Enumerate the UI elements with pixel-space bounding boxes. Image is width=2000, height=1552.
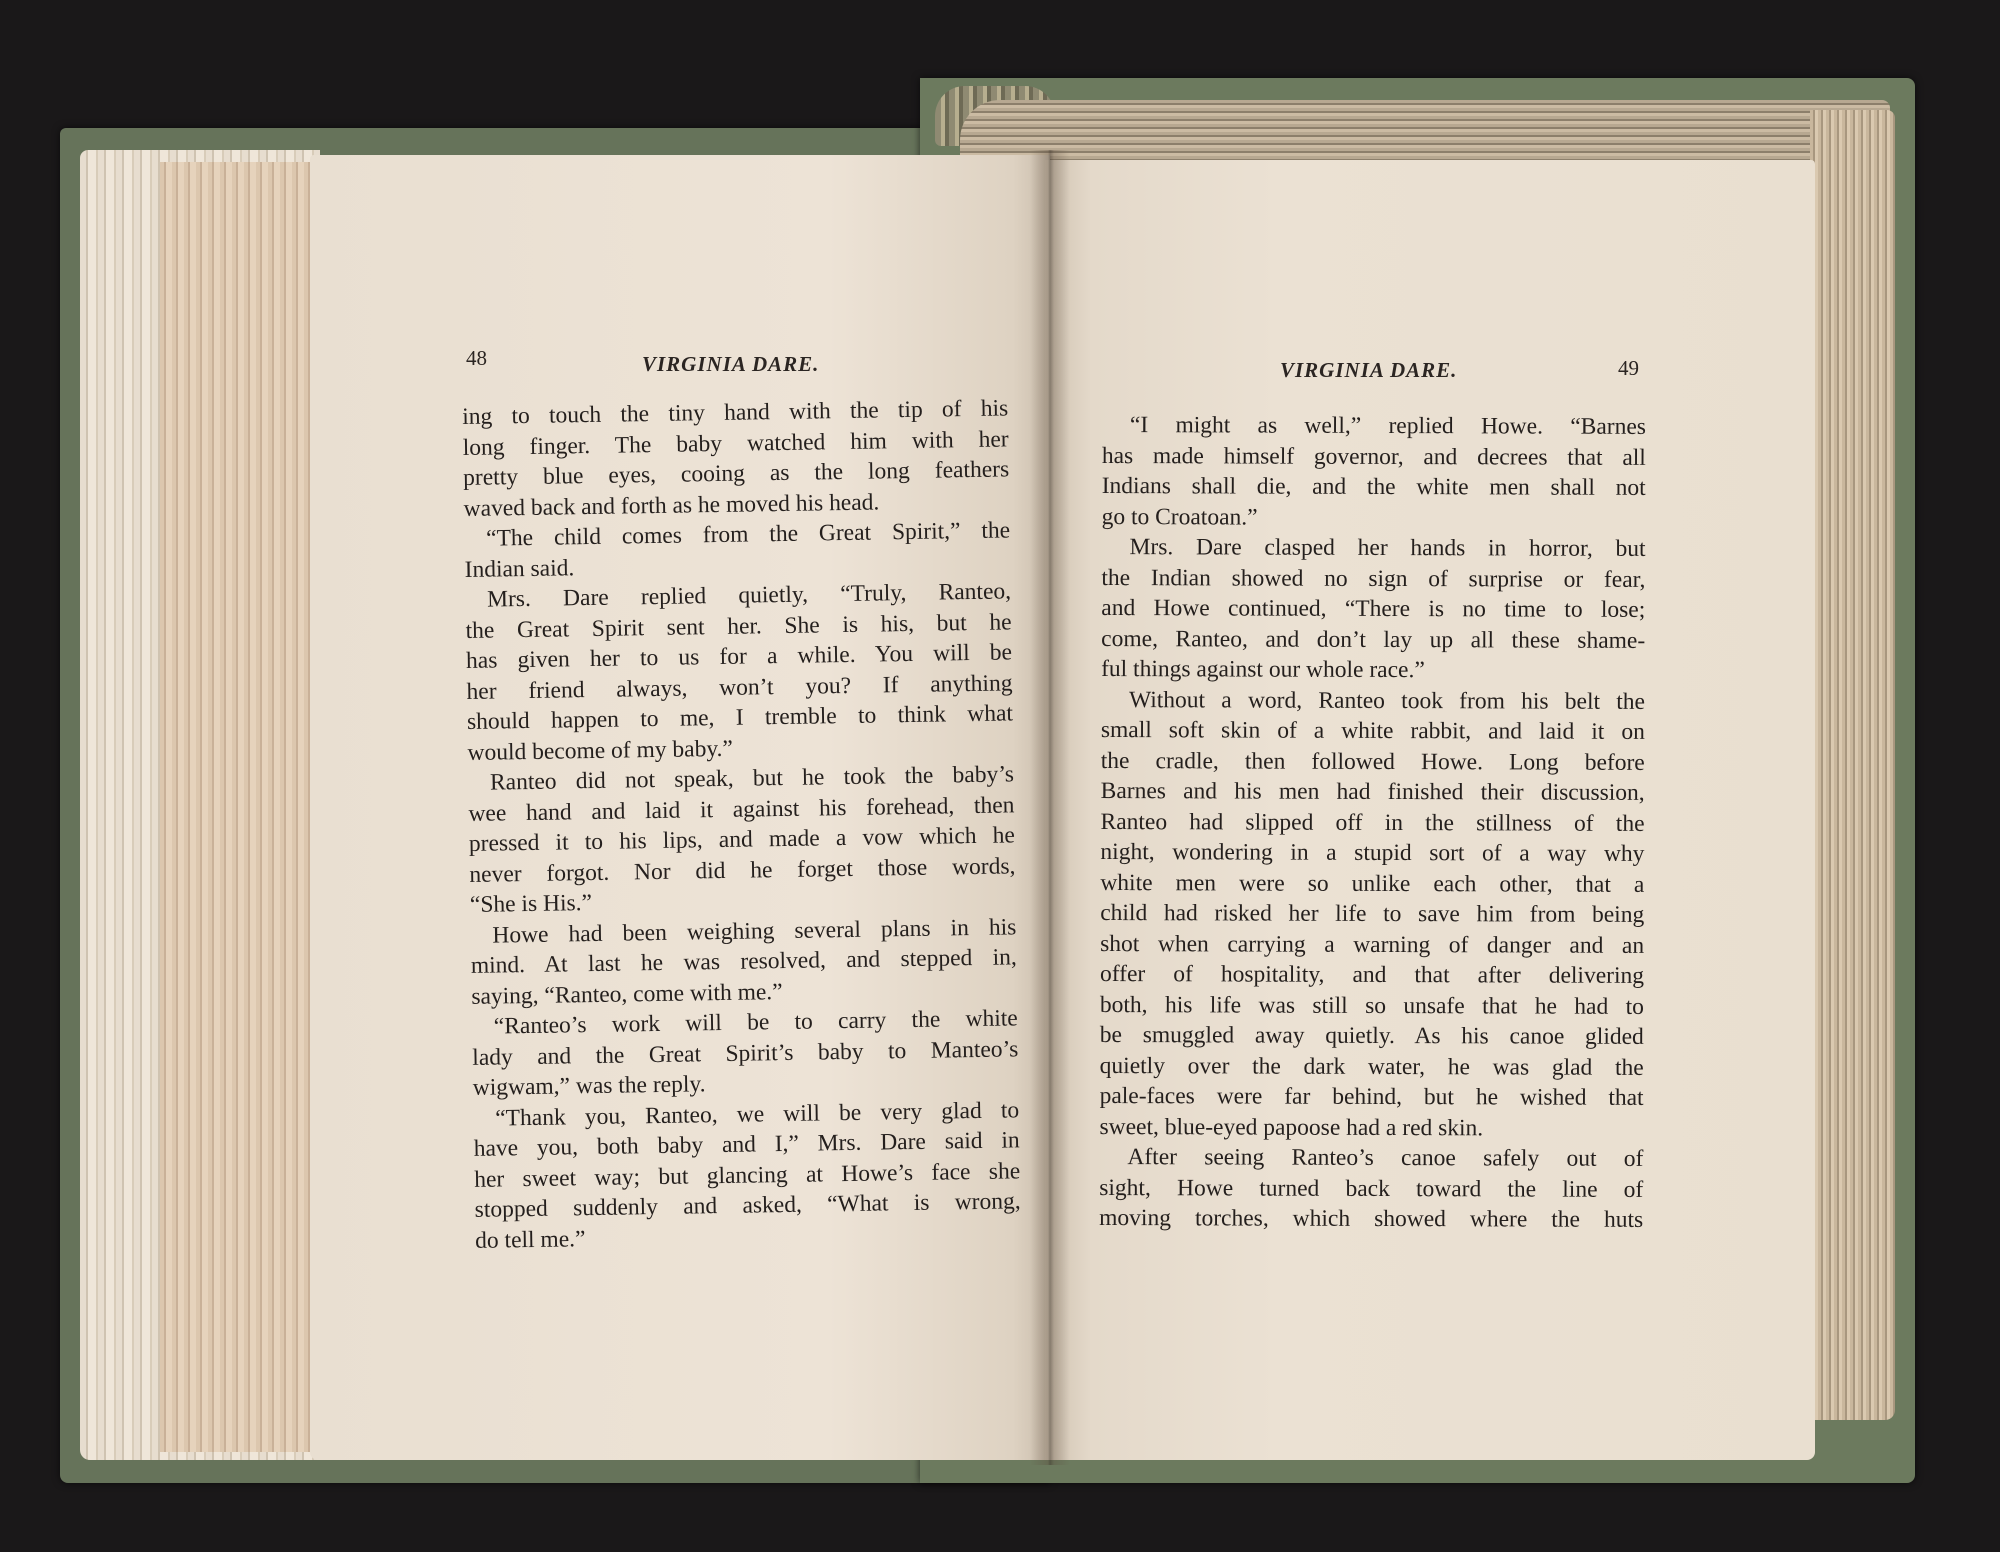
text-line: “Thank you, Ranteo, we will be very glad to [495,1096,1020,1132]
text-line: child had risked her life to save him from being [1100,899,1645,928]
text-line: “I might as well,” replied Howe. “Barnes [1129,412,1646,440]
text-line: moving torches, which showed where the huts [1099,1204,1644,1233]
text-line: sight, Howe turned back toward the line of [1099,1174,1644,1203]
text-line: lady and the Great Spirit’s baby to Manteo’s [472,1035,1019,1071]
text-line: her sweet way; but glancing at Howe’s face she [474,1157,1021,1193]
text-line: wigwam,” was the reply. [472,1071,706,1101]
text-line: her friend always, won’t you? If anything [466,669,1013,705]
text-line: “Ranteo’s work will be to carry the white [493,1005,1018,1040]
left-page-edges-inner [160,162,310,1452]
text-line: be smuggled away quietly. As his canoe glided [1099,1021,1644,1050]
text-line: “The child comes from the Great Spirit,” the [485,517,1011,552]
text-line: both, his life was still so unsafe that he had to [1099,991,1644,1020]
text-line: and Howe continued, “There is no time to lose; [1101,594,1646,623]
left-running-title: VIRGINIA DARE. [642,352,820,376]
text-line: small soft skin of a white rabbit, and laid it on [1100,716,1645,745]
text-line: night, wondering in a stupid sort of a way why [1100,838,1645,867]
text-line: wee hand and laid it against his forehead, then [468,791,1015,827]
text-line: the Indian showed no sign of surprise or fear, [1101,564,1646,593]
text-line: have you, both baby and I,” Mrs. Dare said in [473,1127,1020,1162]
text-line: white men were so unlike each other, that a [1100,869,1645,898]
right-page-top-edges [960,100,1890,168]
text-line: should happen to me, I tremble to think what [466,700,1014,735]
text-line: the Great Spirit sent her. She is his, but he [465,608,1012,644]
text-line: Howe had been weighing several plans in his [492,913,1017,949]
right-page-number: 49 [1618,356,1639,380]
text-line: Ranteo had slipped off in the stillness of the [1100,808,1645,837]
text-line: quietly over the dark water, he was glad the [1099,1052,1644,1081]
text-line: pressed it to his lips, and made a vow which he [468,822,1016,857]
text-line: the cradle, then followed Howe. Long before [1100,747,1645,776]
text-line: Mrs. Dare replied quietly, “Truly, Ranteo, [486,578,1012,613]
text-line: “She is His.” [469,890,593,918]
text-line: ful things against our whole race.” [1101,655,1425,684]
left-page-text [462,393,1021,1255]
text-line: offer of hospitality, and that after delivering [1099,960,1645,989]
text-line: waved back and forth as he moved his head. [463,488,880,522]
text-line: do tell me.” [474,1225,586,1254]
text-line: mind. At last he was resolved, and stepped in, [470,944,1017,979]
text-line: has given her to us for a while. You will be [465,639,1013,674]
left-page-number: 48 [466,346,487,370]
text-line: never forgot. Nor did he forget those words, [469,852,1016,888]
book-gutter [1030,150,1070,1465]
text-line: long finger. The baby watched him with her [462,425,1009,461]
text-line: sweet, blue-eyed papoose had a red skin. [1099,1113,1484,1141]
text-line: pale-faces were far behind, but he wished that [1099,1082,1644,1111]
text-line: saying, “Ranteo, come with me.” [471,978,783,1010]
text-line: would become of my baby.” [467,735,734,766]
text-line: shot when carrying a warning of danger and an [1100,930,1645,959]
text-line: Barnes and his men had finished their discussion, [1100,777,1645,806]
text-line: Indians shall die, and the white men shall not [1101,472,1646,501]
text-line: ing to touch the tiny hand with the tip of his [462,395,1009,430]
text-line: Indian said. [464,554,575,583]
text-line: pretty blue eyes, cooing as the long feathers [462,456,1010,491]
text-line: Ranteo did not speak, but he took the baby’s [489,761,1015,796]
text-line: After seeing Ranteo’s canoe safely out of [1127,1144,1644,1172]
right-page-text [1099,410,1646,1235]
text-line: has made himself governor, and decrees that all [1101,442,1646,471]
right-running-title: VIRGINIA DARE. [1280,358,1458,382]
text-line: Without a word, Ranteo took from his belt the [1128,686,1646,715]
text-line: go to Croatoan.” [1101,503,1258,531]
text-line: Mrs. Dare clasped her hands in horror, but [1129,534,1646,562]
text-line: stopped suddenly and asked, “What is wrong, [474,1188,1021,1223]
right-page-side-edges [1810,110,1895,1420]
text-line: come, Ranteo, and don’t lay up all these shame- [1101,625,1646,654]
